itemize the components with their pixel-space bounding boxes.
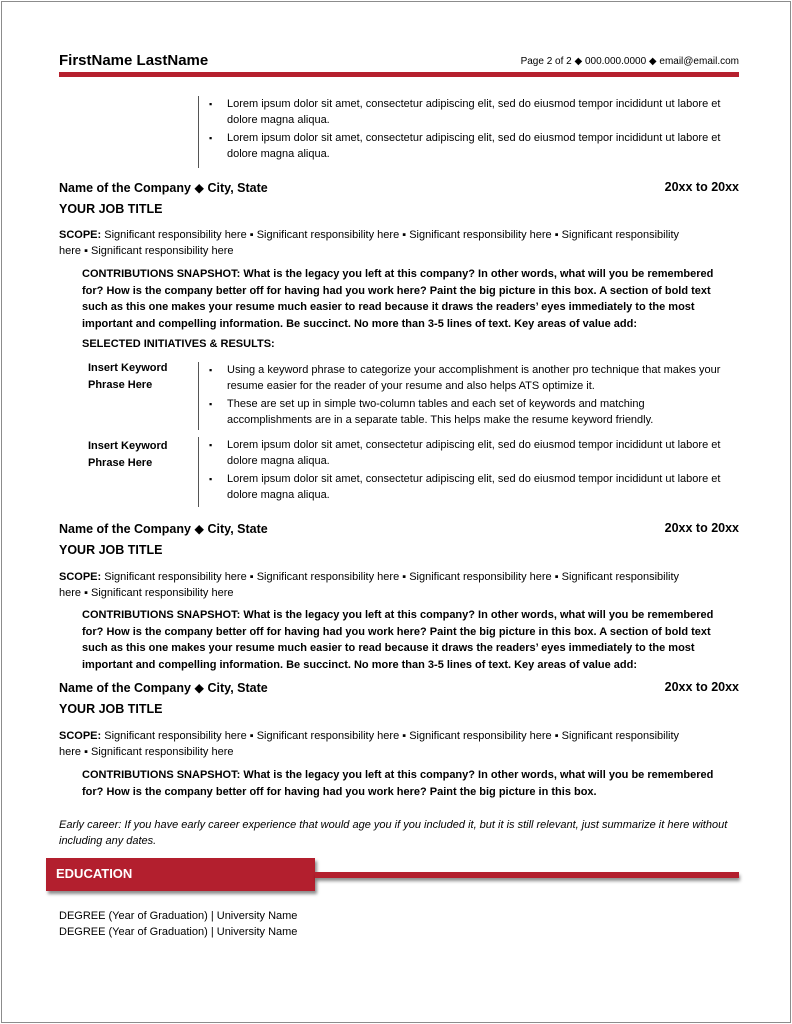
scope-text: SCOPE: Significant responsibility here ▪ Significant responsibility here ▪ Significant responsibility here ▪ Significant responsibility here ▪ Significant responsibility here bbox=[59, 730, 680, 758]
bullet-icon: ▪ bbox=[209, 365, 213, 375]
degree-line: DEGREE (Year of Graduation) | University Name bbox=[59, 910, 298, 922]
bullet-icon: ▪ bbox=[209, 399, 213, 409]
bullet-item: ▪ Using a keyword phrase to categorize your accomplishment is another pro technique that makes your resume easier for the reader of your resume and also helps ATS optimize it. bbox=[209, 364, 721, 392]
page-header bbox=[59, 50, 739, 80]
company-name: Name of the Company ◆ City, State bbox=[59, 522, 268, 536]
contributions-snapshot: CONTRIBUTIONS SNAPSHOT: What is the legacy you left at this company? In other words, what will you be remembered for? How is the company better off for having had you work here? Paint the big picture in this box. bbox=[82, 769, 714, 798]
keyword-phrase: Insert Keyword Phrase Here bbox=[88, 440, 168, 469]
company-line bbox=[59, 680, 739, 698]
education-rule bbox=[315, 872, 739, 878]
scope-label: SCOPE: bbox=[59, 571, 102, 583]
contact-info: Page 2 of 2 ◆ 000.000.0000 ◆ email@email.com bbox=[520, 56, 739, 67]
resume-page bbox=[1, 1, 791, 1023]
selected-initiatives-heading: SELECTED INITIATIVES & RESULTS: bbox=[82, 338, 275, 350]
continued-bullets bbox=[198, 96, 727, 168]
bullet-icon: ▪ bbox=[209, 440, 213, 450]
company-name: Name of the Company ◆ City, State bbox=[59, 181, 268, 195]
initiative-bullets bbox=[198, 362, 727, 430]
job-dates: 20xx to 20xx bbox=[664, 180, 739, 194]
education-heading: EDUCATION bbox=[46, 858, 315, 891]
company-line bbox=[59, 521, 739, 539]
degree-line: DEGREE (Year of Graduation) | University Name bbox=[59, 926, 298, 938]
bullet-icon: ▪ bbox=[209, 99, 213, 109]
keyword-phrase: Insert Keyword Phrase Here bbox=[88, 362, 168, 391]
job-title: YOUR JOB TITLE bbox=[59, 202, 163, 216]
job-dates: 20xx to 20xx bbox=[664, 680, 739, 694]
company-line bbox=[59, 180, 739, 198]
company-name: Name of the Company ◆ City, State bbox=[59, 681, 268, 695]
candidate-name: FirstName LastName bbox=[59, 52, 209, 69]
scope-label: SCOPE: bbox=[59, 730, 102, 742]
bullet-item: ▪ Lorem ipsum dolor sit amet, consectetur adipiscing elit, sed do eiusmod tempor incididunt ut labore et dolore magna aliqua. bbox=[209, 439, 721, 467]
contributions-snapshot: CONTRIBUTIONS SNAPSHOT: What is the legacy you left at this company? In other words, what will you be remembered for? How is the company better off for having had you work here? Paint the big picture in this box. A section of bold text such as this one makes your resume much easier to read because it draws the readers’ eyes immediately to the most important and compelling information. Be succinct. No more than 3-5 lines of text. Key areas of value add: bbox=[82, 609, 714, 671]
initiative-bullets bbox=[198, 437, 727, 507]
bullet-icon: ▪ bbox=[209, 133, 213, 143]
bullet-item: ▪ Lorem ipsum dolor sit amet, consectetur adipiscing elit, sed do eiusmod tempor incididunt ut labore et dolore magna aliqua. bbox=[209, 132, 721, 160]
scope-text: SCOPE: Significant responsibility here ▪ Significant responsibility here ▪ Significant responsibility here ▪ Significant responsibility here ▪ Significant responsibility here bbox=[59, 571, 680, 599]
contributions-snapshot: CONTRIBUTIONS SNAPSHOT: What is the legacy you left at this company? In other words, what will you be remembered for? How is the company better off for having had you work here? Paint the big picture in this box. A section of bold text such as this one makes your resume much easier to read because it draws the readers’ eyes immediately to the most important and compelling information. Be succinct. No more than 3-5 lines of text. Key areas of value add: bbox=[82, 268, 714, 330]
job-title: YOUR JOB TITLE bbox=[59, 702, 163, 716]
job-title: YOUR JOB TITLE bbox=[59, 543, 163, 557]
scope-label: SCOPE: bbox=[59, 229, 102, 241]
bullet-item: ▪ Lorem ipsum dolor sit amet, consectetur adipiscing elit, sed do eiusmod tempor incididunt ut labore et dolore magna aliqua. bbox=[209, 473, 721, 501]
bullet-icon: ▪ bbox=[209, 474, 213, 484]
scope-text: SCOPE: Significant responsibility here ▪ Significant responsibility here ▪ Significant responsibility here ▪ Significant responsibility here ▪ Significant responsibility here bbox=[59, 229, 680, 257]
bullet-item: ▪ Lorem ipsum dolor sit amet, consectetur adipiscing elit, sed do eiusmod tempor incididunt ut labore et dolore magna aliqua. bbox=[209, 98, 721, 126]
early-career-note: Early career: If you have early career experience that would age you if you included it, but it is still relevant, just summarize it here without including any dates. bbox=[59, 819, 728, 847]
header-rule bbox=[59, 72, 739, 77]
job-dates: 20xx to 20xx bbox=[664, 521, 739, 535]
bullet-item: ▪ These are set up in simple two-column tables and each set of keywords and matching accomplishments are in a separate table. This helps make the resume keyword friendly. bbox=[209, 398, 654, 426]
